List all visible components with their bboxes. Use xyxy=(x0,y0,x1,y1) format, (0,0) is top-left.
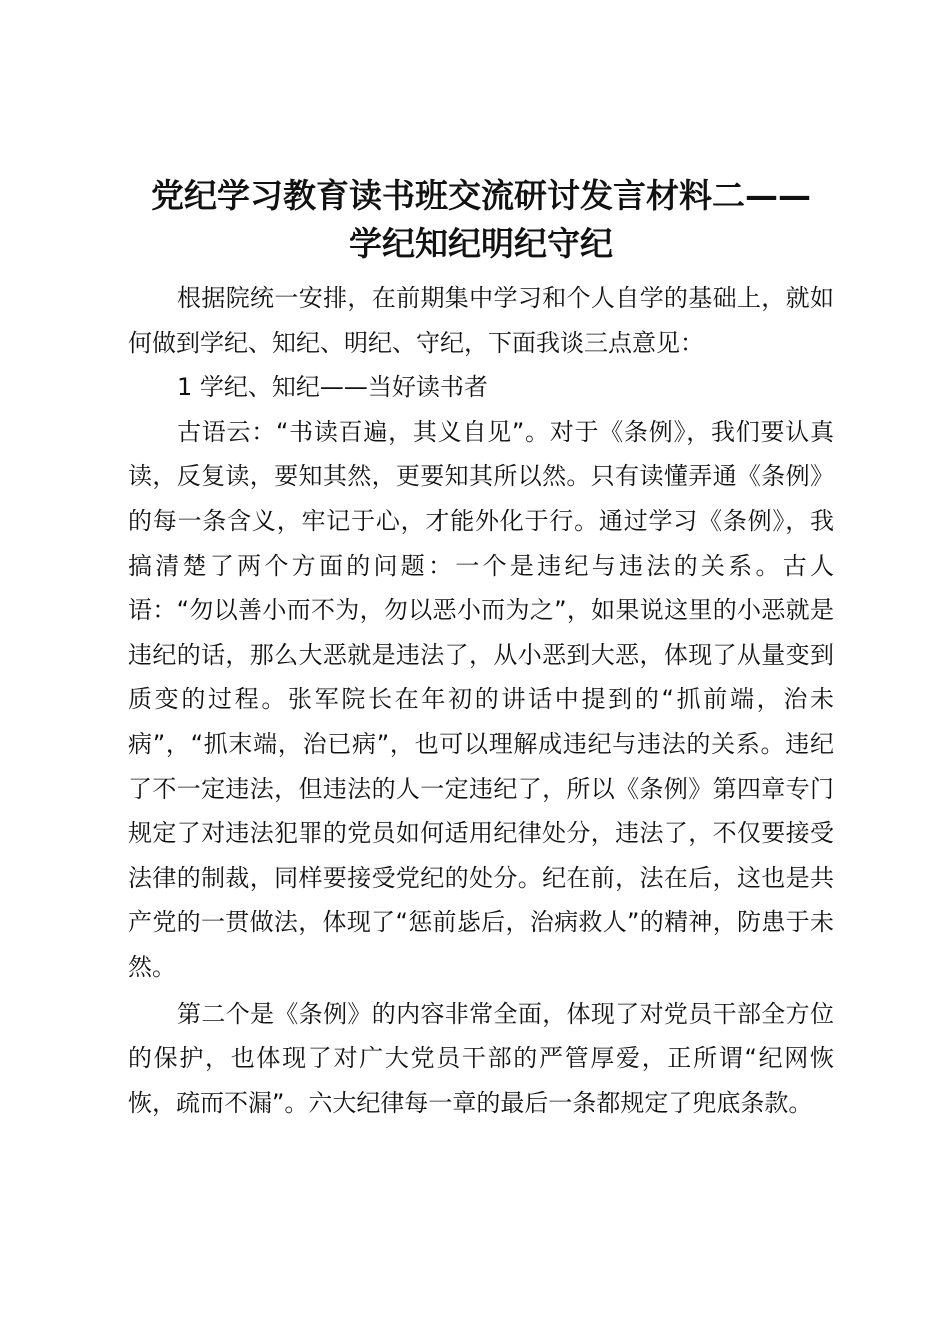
intro-paragraph: 根据院统一安排，在前期集中学习和个人自学的基础上，就如何做到学纪、知纪、明纪、守纪，下面我谈三点意见： xyxy=(128,284,834,357)
document-page xyxy=(128,172,834,1125)
title-line-1: 党纪学习教育读书班交流研讨发言材料二—— xyxy=(151,176,811,215)
section-heading-1: 1 学纪、知纪——当好读书者 xyxy=(177,373,488,402)
body-paragraph-1: 古语云：“书读百遍，其义自见”。对于《条例》，我们要认真读，反复读，要知其然，更要知其所以然。只有读懂弄通《条例》的每一条含义，牢记于心，才能外化于行。通过学习《条例》，我搞清楚了两个方面的问题：一个是违纪与违法的关系。古人语：“勿以善小而不为，勿以恶小而为之”，如果说这里的小恶就是违纪的话，那么大恶就是违法了，从小恶到大恶，体现了从量变到质变的过程。张军院长在年初的讲话中提到的“抓前端，治未病”，“抓末端，治已病”，也可以理解成违纪与违法的关系。违纪了不一定违法，但违法的人一定违纪了，所以《条例》第四章专门规定了对违法犯罪的党员如何适用纪律处分，违法了，不仅要接受法律的制裁，同样要接受党纪的处分。纪在前，法在后，这也是共产党的一贯做法，体现了“惩前毖后，治病救人”的精神，防患于未然。 xyxy=(128,417,834,981)
document-title xyxy=(128,172,834,268)
title-line-2: 学纪知纪明纪守纪 xyxy=(349,224,613,263)
body-paragraph-2: 第二个是《条例》的内容非常全面，体现了对党员干部全方位的保护，也体现了对广大党员干部的严管厚爱，正所谓“纪网恢恢，疏而不漏”。六大纪律每一章的最后一条都规定了兜底条款。 xyxy=(128,999,834,1117)
